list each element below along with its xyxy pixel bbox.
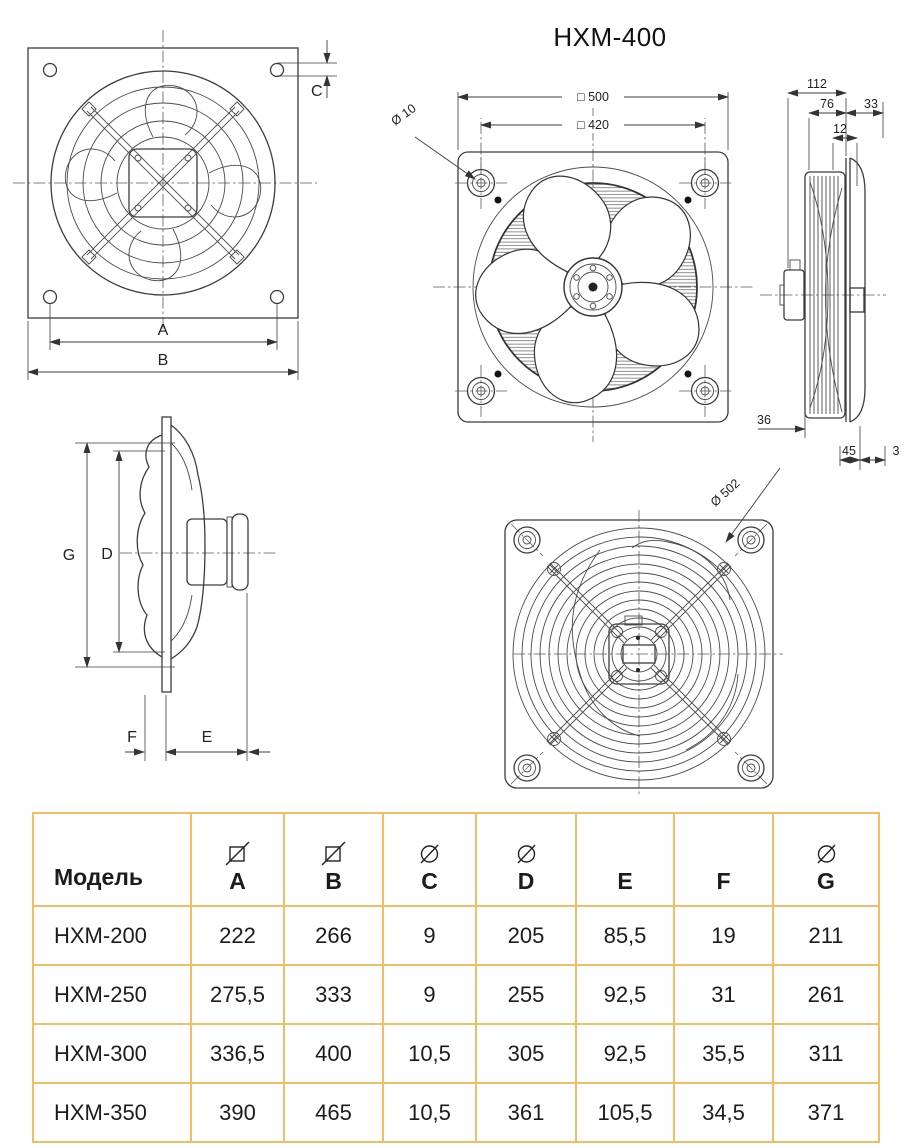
dim-label-12: 12 [833,122,847,136]
no-symbol [578,839,672,867]
column-header-c: C [383,813,476,906]
value-cell: 390 [191,1083,284,1142]
dimension-d [101,451,165,652]
value-cell: 275,5 [191,965,284,1024]
dim-label-mount-hole: Ø 10 [388,101,419,129]
value-cell: 255 [476,965,576,1024]
dim-label-g: G [62,547,76,564]
shroud-profile [171,425,205,659]
table-row [33,1024,879,1083]
front-view-generic-drawing [5,18,365,398]
dim-label-outer-square: □ 500 [577,90,609,104]
dimension-grille-diameter [708,468,780,542]
value-cell: 105,5 [576,1083,674,1142]
mounting-holes [44,64,284,304]
dim-label-112: 112 [807,77,827,91]
rear-view-hxm400-drawing [480,450,800,795]
value-cell: 9 [383,906,476,965]
value-cell: 10,5 [383,1024,476,1083]
value-cell: 10,5 [383,1083,476,1142]
value-cell: 31 [674,965,773,1024]
dim-label-f: F [127,729,137,746]
value-cell: 92,5 [576,1024,674,1083]
value-cell: 85,5 [576,906,674,965]
value-cell: 361 [476,1083,576,1142]
value-cell: 92,5 [576,965,674,1024]
diameter-icon [385,839,474,867]
value-cell: 465 [284,1083,383,1142]
square-diagonal-icon [286,839,381,867]
value-cell: 336,5 [191,1024,284,1083]
motor [780,260,804,320]
model-cell: HXM-300 [33,1024,191,1083]
dim-label-a: A [157,322,169,339]
table-row [33,1083,879,1142]
dimension-c [277,40,337,100]
dimension-a [50,304,277,350]
hub [564,258,622,316]
value-cell: 371 [773,1083,879,1142]
dim-label-45: 45 [842,444,856,458]
dimension-f-e [125,593,270,761]
dim-label-c: C [311,83,323,100]
dim-label-grille-diameter: Ø 502 [707,476,743,510]
column-header-model: Модель [33,813,191,906]
value-cell: 261 [773,965,879,1024]
value-cell: 333 [284,965,383,1024]
value-cell: 305 [476,1024,576,1083]
table-row [33,906,879,965]
value-cell: 266 [284,906,383,965]
dim-label-3: 3 [892,444,900,458]
page-title: HXM-400 [553,22,667,52]
motor [187,514,248,590]
dim-label-36: 36 [757,413,771,427]
dimension-mount-hole [389,101,475,179]
column-header-e: E [576,813,674,906]
column-header-f: F [674,813,773,906]
dim-label-e: E [201,729,213,746]
model-cell: HXM-250 [33,965,191,1024]
table-header-row [33,813,879,906]
front-view-hxm400-drawing [365,50,765,450]
column-header-g: G [773,813,879,906]
value-cell: 19 [674,906,773,965]
column-header-b: B [284,813,383,906]
column-header-d: D [476,813,576,906]
column-header-a: A [191,813,284,906]
value-cell: 222 [191,906,284,965]
table-row [33,965,879,1024]
value-cell: 9 [383,965,476,1024]
value-cell: 311 [773,1024,879,1083]
diameter-icon [775,839,877,867]
dim-label-d: D [101,546,113,563]
diameter-icon [478,839,574,867]
value-cell: 211 [773,906,879,965]
value-cell: 34,5 [674,1083,773,1142]
dimension-36 [757,380,805,438]
blade-profile [137,435,162,657]
terminal-box [850,288,864,312]
value-cell: 400 [284,1024,383,1083]
wall-plate [846,158,865,422]
value-cell: 35,5 [674,1024,773,1083]
dim-label-inner-square: □ 420 [577,118,609,132]
side-view-generic-drawing [25,395,325,785]
no-symbol [676,839,771,867]
dim-label-76: 76 [820,97,834,111]
spec-table [32,812,880,1143]
dimension-45-3 [840,426,900,470]
dim-label-b: B [157,352,169,369]
wall-plate [162,417,171,692]
value-cell: 205 [476,906,576,965]
model-cell: HXM-350 [33,1083,191,1142]
side-view-hxm400-drawing [750,50,920,480]
model-cell: HXM-200 [33,906,191,965]
square-diagonal-icon [193,839,282,867]
dim-label-33: 33 [864,97,878,111]
